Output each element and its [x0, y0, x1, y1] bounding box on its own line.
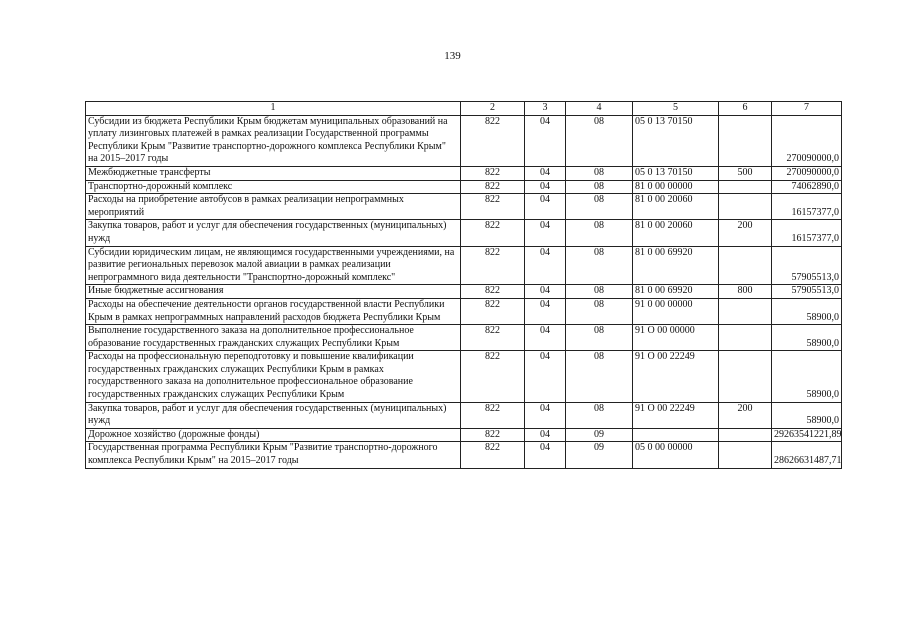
row-name-cell: Закупка товаров, работ и услуг для обеспечения государственных (муниципальных) нужд: [86, 402, 461, 428]
section-code-cell: 04: [525, 166, 566, 180]
table-row: [86, 285, 842, 299]
row-name-cell: Закупка товаров, работ и услуг для обеспечения государственных (муниципальных) нужд: [86, 220, 461, 246]
table-row: [86, 442, 842, 468]
ministry-code-cell: 822: [461, 298, 525, 324]
table-row: [86, 220, 842, 246]
amount-cell: 270090000,0: [772, 166, 842, 180]
row-name-cell: Расходы на профессиональную переподготовку и повышение квалификации государственных гражданских служащих Республики Крым в рамках государственного заказа на дополнительное профессиональное образование государственных гражданских служащих Республики Крым: [86, 351, 461, 402]
expense-type-cell: [719, 428, 772, 442]
ministry-code-cell: 822: [461, 428, 525, 442]
expense-type-cell: [719, 351, 772, 402]
ministry-code-cell: 822: [461, 351, 525, 402]
section-code-cell: 04: [525, 428, 566, 442]
ministry-code-cell: 822: [461, 115, 525, 166]
ministry-code-cell: 822: [461, 246, 525, 285]
amount-cell: 29263541221,89: [772, 428, 842, 442]
ministry-code-cell: 822: [461, 180, 525, 194]
section-code-cell: 04: [525, 194, 566, 220]
subsection-code-cell: 08: [566, 166, 633, 180]
row-name-cell: Субсидии юридическим лицам, не являющимся государственными учреждениями, на развитие региональных перевозок малой авиации в рамках реализации непрограммного вида деятельности "Транспортно-дорожный комплекс": [86, 246, 461, 285]
target-article-cell: 81 0 00 69920: [633, 285, 719, 299]
amount-cell: 58900,0: [772, 351, 842, 402]
table-row: [86, 194, 842, 220]
expense-type-cell: [719, 180, 772, 194]
section-code-cell: 04: [525, 285, 566, 299]
expense-type-cell: 200: [719, 220, 772, 246]
subsection-code-cell: 08: [566, 115, 633, 166]
table-row: [86, 180, 842, 194]
expense-type-cell: [719, 246, 772, 285]
table-body: [86, 115, 842, 468]
section-code-cell: 04: [525, 298, 566, 324]
table-row: [86, 298, 842, 324]
target-article-cell: 91 О 00 00000: [633, 325, 719, 351]
subsection-code-cell: 09: [566, 428, 633, 442]
expense-type-cell: [719, 325, 772, 351]
target-article-cell: 05 0 13 70150: [633, 166, 719, 180]
column-header: 2: [461, 102, 525, 116]
target-article-cell: 81 0 00 69920: [633, 246, 719, 285]
table-row: [86, 402, 842, 428]
amount-cell: 28626631487,71: [772, 442, 842, 468]
amount-cell: 58900,0: [772, 298, 842, 324]
expense-type-cell: [719, 194, 772, 220]
page-number: 139: [444, 50, 461, 62]
column-header: 1: [86, 102, 461, 116]
budget-table: [85, 101, 842, 469]
target-article-cell: 91 О 00 22249: [633, 402, 719, 428]
column-header: 6: [719, 102, 772, 116]
expense-type-cell: 500: [719, 166, 772, 180]
row-name-cell: Расходы на приобретение автобусов в рамках реализации непрограммных мероприятий: [86, 194, 461, 220]
amount-cell: 57905513,0: [772, 285, 842, 299]
subsection-code-cell: 08: [566, 180, 633, 194]
row-name-cell: Иные бюджетные ассигнования: [86, 285, 461, 299]
section-code-cell: 04: [525, 180, 566, 194]
target-article-cell: 81 0 00 20060: [633, 220, 719, 246]
amount-cell: 57905513,0: [772, 246, 842, 285]
subsection-code-cell: 09: [566, 442, 633, 468]
ministry-code-cell: 822: [461, 285, 525, 299]
subsection-code-cell: 08: [566, 285, 633, 299]
row-name-cell: Расходы на обеспечение деятельности органов государственной власти Республики Крым в рамках непрограммных направлений расходов бюджета Республики Крым: [86, 298, 461, 324]
row-name-cell: Межбюджетные трансферты: [86, 166, 461, 180]
ministry-code-cell: 822: [461, 166, 525, 180]
section-code-cell: 04: [525, 115, 566, 166]
subsection-code-cell: 08: [566, 325, 633, 351]
amount-cell: 270090000,0: [772, 115, 842, 166]
table-row: [86, 428, 842, 442]
ministry-code-cell: 822: [461, 194, 525, 220]
row-name-cell: Выполнение государственного заказа на дополнительное профессиональное образование государственных гражданских служащих Республики Крым: [86, 325, 461, 351]
column-header: 5: [633, 102, 719, 116]
amount-cell: 58900,0: [772, 325, 842, 351]
target-article-cell: 91 0 00 00000: [633, 298, 719, 324]
subsection-code-cell: 08: [566, 246, 633, 285]
table-row: [86, 166, 842, 180]
ministry-code-cell: 822: [461, 325, 525, 351]
table-row: [86, 115, 842, 166]
subsection-code-cell: 08: [566, 351, 633, 402]
amount-cell: 16157377,0: [772, 220, 842, 246]
expense-type-cell: [719, 442, 772, 468]
subsection-code-cell: 08: [566, 402, 633, 428]
table-row: [86, 351, 842, 402]
target-article-cell: 05 0 13 70150: [633, 115, 719, 166]
subsection-code-cell: 08: [566, 194, 633, 220]
ministry-code-cell: 822: [461, 220, 525, 246]
section-code-cell: 04: [525, 351, 566, 402]
table-header-row: [86, 102, 842, 116]
target-article-cell: [633, 428, 719, 442]
section-code-cell: 04: [525, 325, 566, 351]
table-row: [86, 246, 842, 285]
expense-type-cell: 800: [719, 285, 772, 299]
section-code-cell: 04: [525, 220, 566, 246]
section-code-cell: 04: [525, 246, 566, 285]
section-code-cell: 04: [525, 442, 566, 468]
subsection-code-cell: 08: [566, 220, 633, 246]
column-header: 3: [525, 102, 566, 116]
row-name-cell: Дорожное хозяйство (дорожные фонды): [86, 428, 461, 442]
ministry-code-cell: 822: [461, 442, 525, 468]
amount-cell: 58900,0: [772, 402, 842, 428]
column-header: 4: [566, 102, 633, 116]
subsection-code-cell: 08: [566, 298, 633, 324]
column-header: 7: [772, 102, 842, 116]
ministry-code-cell: 822: [461, 402, 525, 428]
table-row: [86, 325, 842, 351]
expense-type-cell: [719, 115, 772, 166]
target-article-cell: 81 0 00 00000: [633, 180, 719, 194]
amount-cell: 74062890,0: [772, 180, 842, 194]
target-article-cell: 91 О 00 22249: [633, 351, 719, 402]
expense-type-cell: 200: [719, 402, 772, 428]
row-name-cell: Государственная программа Республики Крым "Развитие транспортно-дорожного комплекса Республики Крым" на 2015–2017 годы: [86, 442, 461, 468]
row-name-cell: Транспортно-дорожный комплекс: [86, 180, 461, 194]
target-article-cell: 81 0 00 20060: [633, 194, 719, 220]
expense-type-cell: [719, 298, 772, 324]
row-name-cell: Субсидии из бюджета Республики Крым бюджетам муниципальных образований на уплату лизинговых платежей в рамках реализации Государственной программы Республики Крым "Развитие транспортно-дорожного комплекса Республики Крым" на 2015–2017 годы: [86, 115, 461, 166]
target-article-cell: 05 0 00 00000: [633, 442, 719, 468]
section-code-cell: 04: [525, 402, 566, 428]
amount-cell: 16157377,0: [772, 194, 842, 220]
